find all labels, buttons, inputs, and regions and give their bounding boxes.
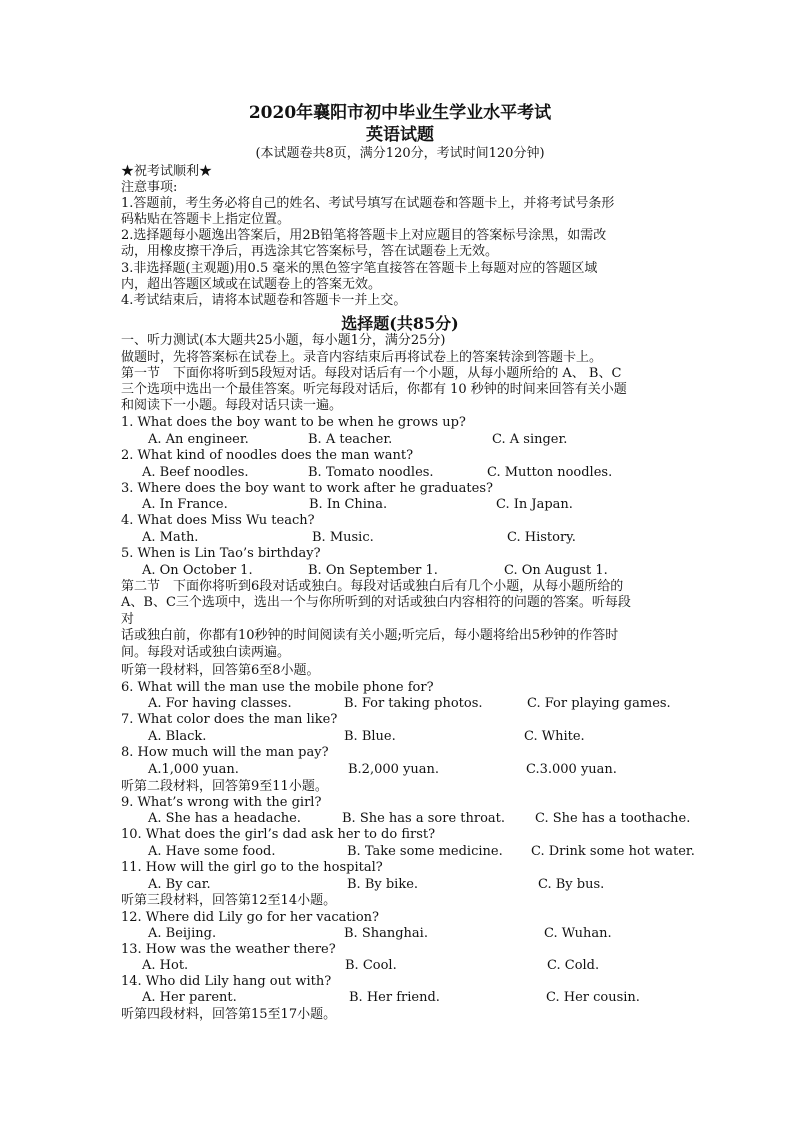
question: 9. What’s wrong with the girl? [121, 795, 322, 810]
part1-note: 做题时，先将答案标在试卷上。录音内容结束后再将试卷上的答案转涂到答题卡上。 [121, 350, 603, 365]
question: 13. How was the weather there? [121, 942, 336, 957]
notice-3-cont: 内，超出答题区域或在试题卷上的答案无效。 [121, 277, 382, 292]
question: 5. When is Lin Tao’s birthday? [121, 546, 321, 561]
question: 8. How much will the man pay? [121, 745, 329, 760]
option-b: B. For taking photos. [344, 696, 483, 711]
section2-text: 间。每段对话或独白读两遍。 [121, 645, 291, 660]
exam-title: 2020年襄阳市初中毕业生学业水平考试 [248, 103, 552, 123]
option-c: C. By bus. [538, 877, 605, 892]
option-a: A. Black. [148, 729, 207, 744]
option-a: A. Her parent. [142, 990, 237, 1005]
option-a: A.1,000 yuan. [148, 762, 239, 777]
question: 12. Where did Lily go for her vacation? [121, 910, 379, 925]
option-b: B. In China. [309, 497, 388, 512]
exam-note: (本试题卷共8页，满分120分，考试时间120分钟) [255, 146, 545, 161]
option-b: B.2,000 yuan. [348, 762, 440, 777]
option-b: B. Blue. [344, 729, 396, 744]
option-c: C. A singer. [492, 432, 568, 447]
option-b: B. Tomato noodles. [308, 465, 434, 480]
option-c: C. Drink some hot water. [531, 844, 695, 859]
option-c: C. Wuhan. [544, 926, 612, 941]
option-b: B. On September 1. [308, 563, 438, 578]
option-b: B. By bike. [347, 877, 419, 892]
notice-1: 1.答题前，考生务必将自己的姓名、考试号填写在试题卷和答题卡上，并将考试号条形 [121, 196, 615, 211]
option-c: C. On August 1. [504, 563, 608, 578]
section2-text: A、B、C三个选项中，选出一个与你所听到的对话或独白内容相符的问题的答案。听每段 [121, 595, 631, 610]
option-c: C. History. [507, 530, 576, 545]
option-c: C. White. [524, 729, 585, 744]
notice-1-cont: 码粘贴在答题卡上指定位置。 [121, 212, 291, 227]
option-a: A. Beijing. [148, 926, 217, 941]
section-title: 选择题(共85分) [341, 314, 459, 333]
option-a: A. Math. [142, 530, 199, 545]
option-a: A. On October 1. [142, 563, 253, 578]
option-b: B. Her friend. [349, 990, 440, 1005]
option-a: A. Have some food. [148, 844, 276, 859]
notice-4: 4.考试结束后，请将本试题卷和答题卡一并上交。 [121, 293, 407, 308]
notice-2: 2.选择题每小题逸出答案后，用2B铅笔将答题卡上对应题目的答案标号涂黑，如需改 [121, 228, 607, 243]
option-c: C.3.000 yuan. [526, 762, 617, 777]
section2-text: 话或独白前，你都有10秒钟的时间阅读有关小题;听完后，每小题将给出5秒钟的作答时 [121, 628, 619, 643]
option-c: C. Mutton noodles. [487, 465, 613, 480]
option-a: A. By car. [148, 877, 211, 892]
question: 10. What does the girl’s dad ask her to do first? [121, 827, 436, 842]
material-heading: 听第三段材料，回答第12至14小题。 [121, 893, 337, 908]
section1-text: 和阅读下一小题。每段对话只读一遍。 [121, 398, 343, 413]
option-a: A. In France. [142, 497, 228, 512]
material-heading: 听第四段材料，回答第15至17小题。 [121, 1007, 337, 1022]
question: 2. What kind of noodles does the man want? [121, 448, 414, 463]
material-heading: 听第二段材料，回答第9至11小题。 [121, 779, 328, 794]
option-b: B. Shanghai. [344, 926, 428, 941]
option-c: C. Cold. [547, 958, 600, 973]
option-b: B. Music. [312, 530, 374, 545]
material-heading: 听第一段材料，回答第6至8小题。 [121, 663, 320, 678]
option-c: C. For playing games. [527, 696, 671, 711]
option-b: B. Take some medicine. [347, 844, 503, 859]
option-a: A. Hot. [142, 958, 189, 973]
option-c: C. She has a toothache. [535, 811, 691, 826]
notice-3: 3.非选择题(主观题)用0.5 毫米的黑色签字笔直接答在答题卡上每题对应的答题区域 [121, 261, 598, 276]
wish-text: ★祝考试顺利★ [121, 164, 213, 179]
section1-text: 第一节 下面你将听到5段短对话。每段对话后有一个小题，从每小题所给的 A、 B、C [121, 366, 622, 381]
option-c: C. In Japan. [496, 497, 573, 512]
option-a: A. She has a headache. [148, 811, 301, 826]
question: 4. What does Miss Wu teach? [121, 513, 315, 528]
question: 6. What will the man use the mobile phone for? [121, 680, 434, 695]
option-a: A. For having classes. [148, 696, 292, 711]
part1-heading: 一、听力测试(本大题共25小题，每小题1分，满分25分) [121, 333, 446, 348]
notice-2-cont: 动，用橡皮擦干净后，再选涂其它答案标号，答在试题卷上无效。 [121, 244, 499, 259]
exam-subject: 英语试题 [366, 125, 434, 145]
option-b: B. She has a sore throat. [342, 811, 506, 826]
option-a: A. An engineer. [148, 432, 249, 447]
question: 14. Who did Lily hang out with? [121, 974, 332, 989]
notice-heading: 注意事项: [121, 180, 178, 195]
option-b: B. Cool. [345, 958, 397, 973]
section1-text: 三个选项中选出一个最佳答案。听完每段对话后，你都有 10 秒钟的时间来回答有关小题 [121, 382, 627, 397]
question: 1. What does the boy want to be when he grows up? [121, 415, 466, 430]
question: 3. Where does the boy want to work after he graduates? [121, 481, 493, 496]
section2-text: 对 [121, 612, 135, 627]
option-c: C. Her cousin. [546, 990, 640, 1005]
option-a: A. Beef noodles. [142, 465, 249, 480]
option-b: B. A teacher. [308, 432, 393, 447]
section2-text: 第二节 下面你将听到6段对话或独白。每段对话或独白后有几个小题，从每小题所给的 [121, 579, 624, 594]
question: 7. What color does the man like? [121, 712, 338, 727]
question: 11. How will the girl go to the hospital? [121, 860, 383, 875]
